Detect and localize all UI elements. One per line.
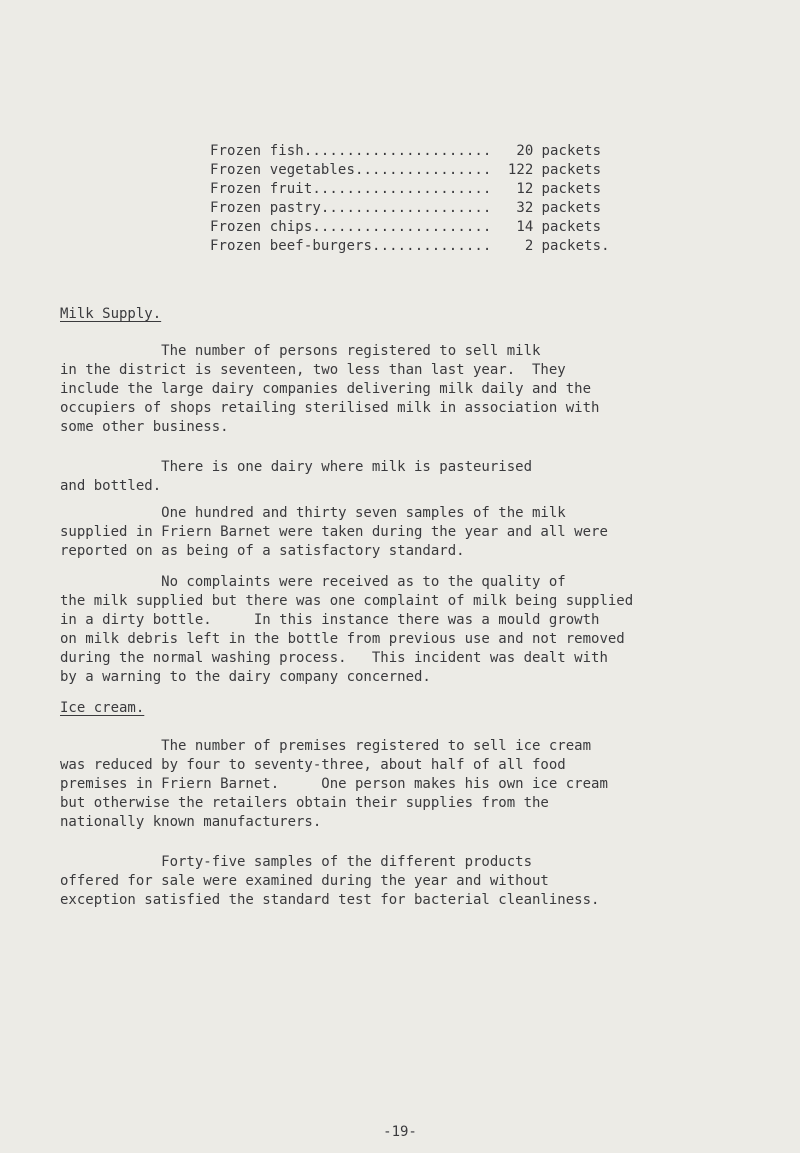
leader-dots: .............. <box>372 238 492 254</box>
frozen-item-name: Frozen vegetables <box>210 162 355 178</box>
leader-dots: ................ <box>355 162 492 178</box>
frozen-item-unit: packets <box>541 143 602 159</box>
leader-dots: ...................... <box>303 143 492 159</box>
frozen-row <box>210 238 670 257</box>
ice-cream-heading: Ice cream. <box>60 700 145 716</box>
frozen-item-unit: packets <box>541 162 602 178</box>
frozen-item-quantity: 12 <box>516 181 534 197</box>
ice-cream-paragraph-2: Forty-five samples of the different products offered for sale were examined during the year and without exception satisfied the standard test for bacterial cleanliness. <box>60 854 600 908</box>
frozen-item-quantity: 20 <box>516 143 534 159</box>
milk-supply-paragraph-1: The number of persons registered to sell milk in the district is seventeen, two less than last year. They include the large dairy companies delivering milk daily and the occupiers of shops retailing sterilised milk in association with some other business. <box>60 343 600 435</box>
frozen-foods-list <box>210 143 670 257</box>
frozen-item-quantity: 14 <box>516 219 534 235</box>
milk-supply-paragraph-3: One hundred and thirty seven samples of the milk supplied in Friern Barnet were taken during the year and all were reported on as being of a satisfactory standard. <box>60 505 608 559</box>
frozen-row <box>210 162 670 181</box>
page-number: -19- <box>383 1124 417 1140</box>
frozen-item-quantity: 2 <box>524 238 534 254</box>
frozen-row <box>210 181 670 200</box>
leader-dots: ..................... <box>312 219 492 235</box>
ice-cream-paragraph-1: The number of premises registered to sell ice cream was reduced by four to seventy-three, about half of all food premises in Friern Barnet. One person makes his own ice cream but otherwise the retailers obtain their supplies from the nationally known manufacturers. <box>60 738 608 830</box>
leader-dots: ..................... <box>312 181 492 197</box>
milk-supply-paragraph-4: No complaints were received as to the quality of the milk supplied but there was one complaint of milk being supplied in a dirty bottle. In this instance there was a mould growth on milk debris left in the bottle from previous use and not removed during the normal washing process. This incident was dealt with by a warning to the dairy company concerned. <box>60 574 634 685</box>
frozen-item-quantity: 32 <box>516 200 534 216</box>
milk-supply-heading: Milk Supply. <box>60 306 162 322</box>
frozen-item-name: Frozen fish <box>210 143 304 159</box>
frozen-item-name: Frozen fruit <box>210 181 313 197</box>
frozen-item-name: Frozen pastry <box>210 200 321 216</box>
leader-dots: .................... <box>320 200 492 216</box>
frozen-item-name: Frozen chips <box>210 219 313 235</box>
frozen-item-unit: packets <box>541 181 602 197</box>
frozen-item-name: Frozen beef-burgers <box>210 238 373 254</box>
frozen-row <box>210 200 670 219</box>
frozen-row <box>210 143 670 162</box>
frozen-item-quantity: 122 <box>507 162 534 178</box>
frozen-item-unit: packets <box>541 219 602 235</box>
milk-supply-paragraph-2: There is one dairy where milk is pasteurised and bottled. <box>60 459 533 494</box>
frozen-item-unit: packets <box>541 200 602 216</box>
frozen-item-unit: packets. <box>541 238 610 254</box>
frozen-row <box>210 219 670 238</box>
